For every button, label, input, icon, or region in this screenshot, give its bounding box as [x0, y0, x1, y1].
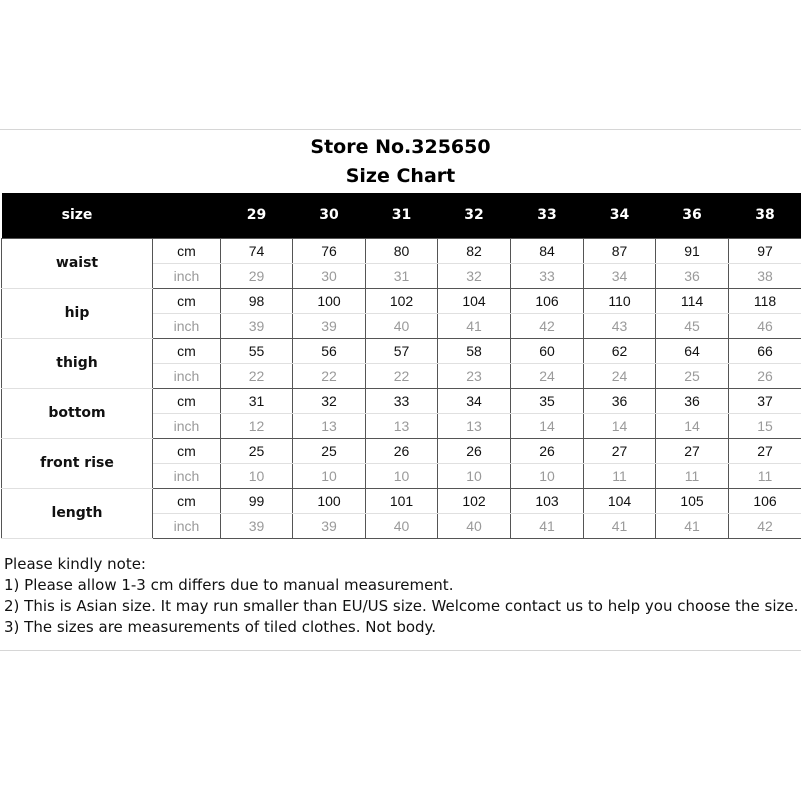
measure-label: thigh	[2, 338, 153, 388]
measure-label: waist	[2, 238, 153, 288]
value-cell: 25	[221, 438, 293, 463]
value-cell: 110	[584, 288, 656, 313]
value-cell: 97	[729, 238, 801, 263]
value-cell: 24	[584, 363, 656, 388]
size-header-cell: 36	[682, 207, 702, 224]
measure-label: length	[2, 488, 153, 538]
value-cell: 41	[584, 513, 656, 538]
value-cell: 22	[293, 363, 366, 388]
value-cell: 56	[293, 338, 366, 363]
value-cell: 39	[221, 313, 293, 338]
value-cell: 45	[656, 313, 729, 338]
value-cell: 39	[293, 313, 366, 338]
unit-cell: inch	[153, 263, 221, 288]
unit-cell: cm	[153, 338, 221, 363]
value-cell: 40	[366, 313, 438, 338]
value-cell: 15	[729, 413, 801, 438]
value-cell: 10	[511, 463, 584, 488]
measure-label: hip	[2, 288, 153, 338]
value-cell: 10	[438, 463, 511, 488]
value-cell: 103	[511, 488, 584, 513]
value-cell: 99	[221, 488, 293, 513]
value-cell: 10	[221, 463, 293, 488]
value-cell: 13	[293, 413, 366, 438]
value-cell: 31	[366, 263, 438, 288]
value-cell: 118	[729, 288, 801, 313]
value-cell: 13	[438, 413, 511, 438]
size-header-cell: 30	[319, 207, 339, 224]
measure-label: front rise	[2, 438, 153, 488]
value-cell: 60	[511, 338, 584, 363]
size-header-cell: 31	[391, 207, 412, 224]
value-cell: 11	[729, 463, 801, 488]
size-table	[1, 193, 801, 539]
value-cell: 24	[511, 363, 584, 388]
value-cell: 32	[438, 263, 511, 288]
measure-label: bottom	[2, 388, 153, 438]
value-cell: 100	[293, 488, 366, 513]
value-cell: 31	[221, 388, 293, 413]
value-cell: 91	[656, 238, 729, 263]
size-table-body	[2, 238, 801, 538]
value-cell: 36	[656, 388, 729, 413]
size-chart-title: Size Chart	[345, 165, 456, 187]
chart-header	[0, 133, 801, 191]
value-cell: 26	[366, 438, 438, 463]
value-cell: 33	[366, 388, 438, 413]
value-cell: 41	[438, 313, 511, 338]
measure-row-cm	[2, 238, 801, 263]
value-cell: 26	[438, 438, 511, 463]
value-cell: 25	[656, 363, 729, 388]
value-cell: 12	[221, 413, 293, 438]
value-cell: 64	[656, 338, 729, 363]
value-cell: 42	[729, 513, 801, 538]
unit-cell: cm	[153, 238, 221, 263]
note-item: 2) This is Asian size. It may run smaller than EU/US size. Welcome contact us to help you choose the size.	[4, 597, 799, 615]
value-cell: 10	[293, 463, 366, 488]
value-cell: 57	[366, 338, 438, 363]
unit-cell: cm	[153, 388, 221, 413]
value-cell: 36	[584, 388, 656, 413]
store-title: Store No.325650	[310, 136, 491, 158]
value-cell: 33	[511, 263, 584, 288]
unit-cell: cm	[153, 288, 221, 313]
value-cell: 13	[366, 413, 438, 438]
value-cell: 34	[584, 263, 656, 288]
value-cell: 26	[511, 438, 584, 463]
size-header-row	[2, 193, 801, 238]
value-cell: 11	[584, 463, 656, 488]
value-cell: 40	[438, 513, 511, 538]
value-cell: 35	[511, 388, 584, 413]
measure-row-cm	[2, 288, 801, 313]
value-cell: 42	[511, 313, 584, 338]
value-cell: 29	[221, 263, 293, 288]
unit-cell: inch	[153, 463, 221, 488]
unit-cell: cm	[153, 488, 221, 513]
value-cell: 40	[366, 513, 438, 538]
value-cell: 66	[729, 338, 801, 363]
value-cell: 104	[584, 488, 656, 513]
value-cell: 32	[293, 388, 366, 413]
measure-row-cm	[2, 438, 801, 463]
value-cell: 27	[584, 438, 656, 463]
size-header-label: size	[61, 207, 93, 224]
value-cell: 41	[511, 513, 584, 538]
value-cell: 98	[221, 288, 293, 313]
value-cell: 101	[366, 488, 438, 513]
notes	[4, 554, 799, 638]
measure-row-cm	[2, 338, 801, 363]
notes-heading: Please kindly note:	[4, 555, 146, 573]
value-cell: 22	[221, 363, 293, 388]
value-cell: 106	[729, 488, 801, 513]
measure-row-cm	[2, 488, 801, 513]
value-cell: 25	[293, 438, 366, 463]
value-cell: 14	[511, 413, 584, 438]
value-cell: 11	[656, 463, 729, 488]
value-cell: 100	[293, 288, 366, 313]
value-cell: 102	[438, 488, 511, 513]
value-cell: 76	[293, 238, 366, 263]
value-cell: 34	[438, 388, 511, 413]
unit-cell: inch	[153, 413, 221, 438]
value-cell: 104	[438, 288, 511, 313]
value-cell: 114	[656, 288, 729, 313]
note-item: 1) Please allow 1-3 cm differs due to manual measurement.	[4, 576, 454, 594]
value-cell: 58	[438, 338, 511, 363]
value-cell: 102	[366, 288, 438, 313]
value-cell: 74	[221, 238, 293, 263]
value-cell: 39	[221, 513, 293, 538]
value-cell: 106	[511, 288, 584, 313]
size-header-cell: 38	[755, 207, 775, 224]
value-cell: 55	[221, 338, 293, 363]
value-cell: 105	[656, 488, 729, 513]
value-cell: 30	[293, 263, 366, 288]
value-cell: 14	[656, 413, 729, 438]
value-cell: 84	[511, 238, 584, 263]
unit-cell: cm	[153, 438, 221, 463]
size-header-cell: 29	[246, 207, 267, 224]
value-cell: 36	[656, 263, 729, 288]
value-cell: 22	[366, 363, 438, 388]
value-cell: 37	[729, 388, 801, 413]
value-cell: 38	[729, 263, 801, 288]
size-header-spacer	[153, 193, 221, 238]
value-cell: 82	[438, 238, 511, 263]
value-cell: 23	[438, 363, 511, 388]
unit-cell: inch	[153, 313, 221, 338]
value-cell: 26	[729, 363, 801, 388]
value-cell: 87	[584, 238, 656, 263]
value-cell: 62	[584, 338, 656, 363]
value-cell: 80	[366, 238, 438, 263]
unit-cell: inch	[153, 513, 221, 538]
measure-row-cm	[2, 388, 801, 413]
size-header-cell: 32	[464, 207, 484, 224]
value-cell: 46	[729, 313, 801, 338]
value-cell: 27	[656, 438, 729, 463]
value-cell: 14	[584, 413, 656, 438]
size-header-cell: 33	[537, 207, 557, 224]
size-header-cell: 34	[609, 207, 630, 224]
unit-cell: inch	[153, 363, 221, 388]
value-cell: 39	[293, 513, 366, 538]
value-cell: 10	[366, 463, 438, 488]
value-cell: 43	[584, 313, 656, 338]
value-cell: 41	[656, 513, 729, 538]
note-item: 3) The sizes are measurements of tiled clothes. Not body.	[4, 618, 437, 636]
value-cell: 27	[729, 438, 801, 463]
